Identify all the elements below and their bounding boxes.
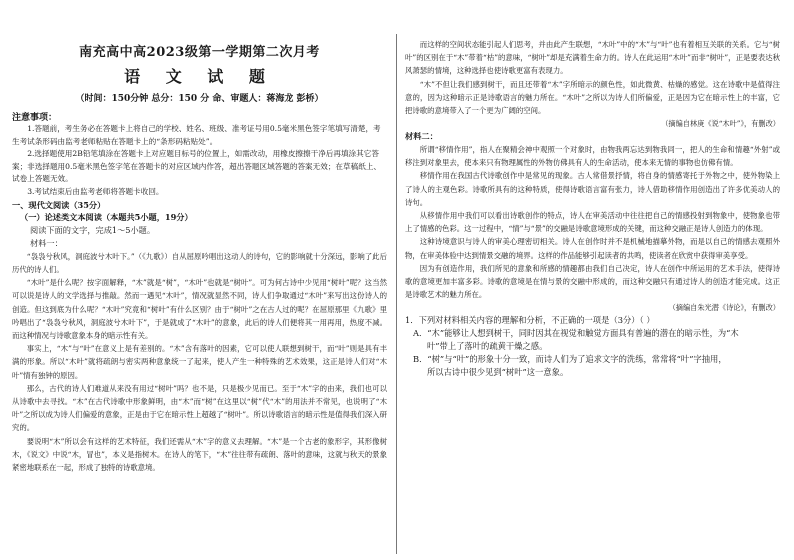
section-heading: 一、现代文阅读（35分） — [12, 199, 106, 210]
question-one — [405, 314, 780, 378]
paragraph: 那么，古代的诗人们难道从来没有用过“树叶”吗？也不是，只是极少见而已。至于“木”字的由来，我们也可以从诗歌中去寻找。“木”在古代诗歌中形象鲜明，由“木”而“树”在这里以“树”代“木”的用法并不常见，也说明了“木叶”之所以成为诗人们偏爱的意象，正是由于它在暗示性上超越了“树叶”。所以诗歌语言的暗示性是值得我们深入研究的。 — [12, 383, 387, 433]
notice-heading: 注意事项： — [12, 113, 58, 123]
option-b[interactable]: B．“树”与“叶”的形象十分一致，而诗人们为了追求文字的洗练，常常将“叶”字抽用， — [413, 353, 727, 364]
exam-subject: 语 文 试 题 — [124, 67, 275, 86]
notice-item: 3.考试结束后由监考老师将答题卡收回。 — [27, 186, 164, 196]
paragraph: “木”不但让我们感到树干，而且还带着“木”字所暗示的颜色性，如此微黄、枯燥的感觉。这在诗歌中是值得注意的，因为这种暗示正是诗歌语言的魅力所在。“木叶”之所以为诗人们所偏爱，正是因为它在暗示性上的丰富，它把诗歌的意境带入了一个更为广阔的空间。 — [405, 79, 780, 116]
column-divider — [396, 34, 397, 554]
part-heading: （一）论述类文本阅读（本题共5小题，19分） — [20, 212, 193, 223]
option-a[interactable]: A．“木”能够让人想到树干，同时因其在视觉和触觉方面具有普遍的潜在的暗示性，为“木 — [413, 328, 739, 339]
paragraph: 因为有创造作用，我们所见的意象和所感的情趣都由我们自己决定，诗人在创作中所运用的艺术手法，使得诗歌的意境更加丰富多彩。诗歌的意境是在情与景的交融中形成的，而这种交融只有通过诗人的创造才能完成。这正是诗歌艺术的魅力所在。 — [405, 263, 780, 300]
paragraph: 而这样的空间状态能引起人们思考，并由此产生联想，“木叶”中的“木”与“叶”也有着相互关联的关系。它与“树叶”的区别在于“木”带着“枯”的意味，“树叶”却是充满着生命力的。诗人在此运用“木叶”而非“树叶”，正是要表达秋风萧瑟的情境，这种选择也使诗歌更富有表现力。 — [405, 40, 780, 76]
notice-list — [12, 123, 387, 199]
paragraph: 要说明“木”所以会有这样的艺术特征，我们还需从“木”字的意义去理解。“木”是一个古老的象形字，其形像树木，《说文》中说“木，冒也”，本义是指树木。在诗人的笔下，“木”往往带有疏朗、落叶的意味，这就与秋天的景象紧密地联系在一起，形成了独特的诗歌意境。 — [12, 436, 387, 472]
paragraph: “袅袅兮秋风，洞庭波兮木叶下。”（《九歌》）自从屈原吟唱出这动人的诗句，它的影响就十分深远，影响了此后历代的诗人们。 — [12, 251, 387, 274]
material-one-body — [12, 250, 387, 474]
paragraph: 事实上，“木”与“叶”在意义上是有差别的。“木”含有落叶的因素，它可以使人联想到树干，而“叶”则是具有丰满的形象。所以“木叶”就将疏朗与密实两种意象统一了起来，使人产生一种特殊的艺术效果，这正是诗人们对“木叶”情有独钟的原因。 — [12, 344, 387, 380]
option-b-continued: 所以古诗中很少见到“树叶”这一意象。 — [427, 366, 569, 377]
notice-item: 2.选择题使用2B铅笔填涂在答题卡上对应题目标号的位置上，如需改动，用橡皮擦擦干净后再填涂其它答案；非选择题用0.5毫米黑色签字笔在答题卡的对应区域内作答，超出答题区域答题的答案无效；在草稿纸上、试卷上答题无效。 — [12, 149, 381, 184]
question-stem: 1．下列对材料相关内容的理解和分析，不正确的一项是（3分）（ ） — [405, 315, 655, 326]
paragraph: 所谓“移情作用”，指人在聚精会神中观照一个对象时，由物我两忘达到物我同一，把人的生命和情趣“外射”或移注到对象里去，使本来只有物理属性的外物仿佛具有人的生命活动，使本来无情的事物也仿佛有情。 — [405, 145, 780, 168]
paragraph: 从移情作用中我们可以看出诗歌创作的特点，诗人在审美活动中往往把自己的情感投射到物象中，使物象也带上了情感的色彩。这一过程中，“情”与“景”的交融是诗歌意境形成的关键，而这种交融正是诗人创造力的体现。 — [405, 211, 780, 234]
material-one-label: 材料一： — [30, 237, 63, 248]
notice-item: 1.答题前，考生务必在答题卡上将自己的学校、姓名、班级、准考证号用0.5毫米黑色签字笔填写清楚，考生考试条形码由监考老师粘贴在答题卡上的“条形码粘贴处”。 — [12, 124, 381, 146]
paragraph: “木叶”是什么呢？按字面解释，“木”就是“树”，“木叶”也就是“树叶”。可为何古诗中少见用“树叶”呢？这当然可以说是诗人的文学选择与推敲。然而一遇见“木叶”，情况就显然不同，诗人们争取通过“木叶”来写出这份诗人的创造。但这到底为什么呢？“木叶”究竟和“树叶”有什么区别？由于“树叶”之在古人过的呢？在屈原那里《九歌》里吟唱出了“袅袅兮秋风，洞庭波兮木叶下”，于是就成了“木叶”的意象，此后的诗人们便将其一用再用，热度不减。而这种情况与诗歌意象本身的暗示性有关。 — [12, 278, 387, 340]
left-column — [12, 0, 387, 560]
option-a-continued: 叶”带上了落叶的疏黄干燥之感。 — [427, 341, 548, 352]
exam-meta: （时间：150分钟 总分：150 分 命、审题人：蒋海龙 彭桥） — [75, 94, 324, 104]
material-one-source: （摘编自林庚《说“木叶”》，有删改） — [661, 119, 780, 129]
paragraph: 这种诗境意识与诗人的审美心理密切相关。诗人在创作时并不是机械地描摹外物，而是以自己的情感去观照外物，在审美体验中达到情景交融的境界。这样的作品能够引起读者的共鸣，使读者在欣赏中获得审美享受。 — [405, 237, 780, 260]
right-column — [405, 0, 780, 560]
material-two-source: （摘编自朱光潜《诗论》，有删改） — [668, 303, 780, 313]
paragraph: 移情作用在我国古代诗歌创作中是常见的现象。古人常借景抒情，将自身的情感寄托于外物之中，使外物染上了诗人的主观色彩。诗歌所具有的这种特质，使得诗歌语言富有张力，诗人借助移情作用创造出了许多优美动人的诗句。 — [405, 171, 780, 207]
exam-title: 南充高中高2023级第一学期第二次月考 — [79, 45, 320, 60]
material-two-label: 材料二： — [405, 131, 438, 142]
material-two-body — [405, 143, 780, 301]
reading-instruction: 阅读下面的文字，完成1～5小题。 — [30, 225, 156, 236]
